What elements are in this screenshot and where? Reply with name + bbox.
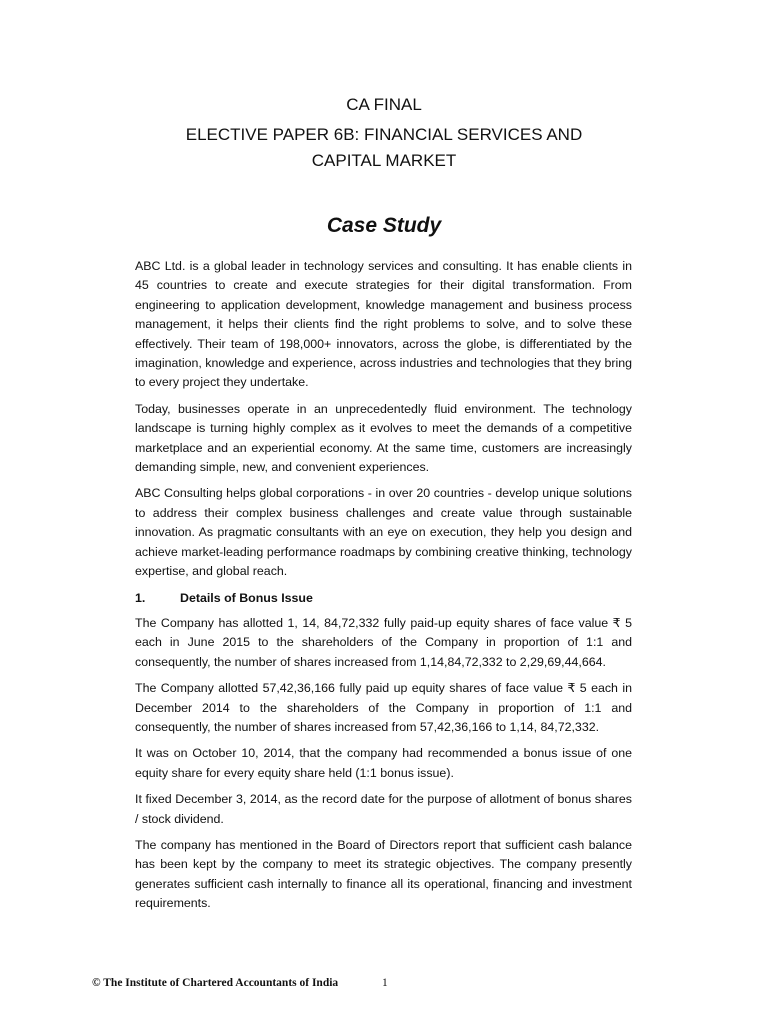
paragraph-bonus-2014: The Company allotted 57,42,36,166 fully paid up equity shares of face value ₹ 5 each in December 2014 to the shareholders of the Company in proportion of 1:1 and consequently, the number of shares increased from 57,42,36,166 to 1,14, 84,72,332. (135, 681, 632, 734)
section-number: 1. (135, 590, 146, 605)
header-line-2: ELECTIVE PAPER 6B: FINANCIAL SERVICES AND (185, 125, 583, 144)
paragraph-intro: ABC Ltd. is a global leader in technology services and consulting. It has enable clients in 45 countries to create and execute strategies for their digital transformation. From engineering to application development, knowledge management and business process management, it helps their clients find the right problems to solve, and to solve these effectively. Their team of 198,000+ innovators, across the globe, is differentiated by the imagination, knowledge and experience, across industries and technologies that they bring to every project they undertake. (135, 259, 632, 390)
paragraph-consulting: ABC Consulting helps global corporations - in over 20 countries - develop unique solutions to address their complex business challenges and create value through sustainable innovation. As pragmatic consultants with an eye on execution, they help you design and achieve market-leading performance roadmaps by combining creative thinking, technology expertise, and global reach. (135, 486, 632, 579)
paragraph-environment: Today, businesses operate in an unprecedentedly fluid environment. The technology landscape is turning highly complex as it evolves to meet the demands of a competitive marketplace and an experiential economy. At the same time, customers are increasingly demanding simple, new, and convenient experiences. (135, 401, 632, 475)
section-title: Details of Bonus Issue (180, 590, 313, 605)
paragraph-bonus-2015: The Company has allotted 1, 14, 84,72,332 fully paid-up equity shares of face value ₹ 5 each in June 2015 to the shareholders of the Company in proportion of 1:1 and consequently, the number of shares increased from 1,14,84,72,332 to 2,29,69,44,664. (135, 615, 632, 669)
page-number: 1 (382, 977, 388, 989)
case-study-title: Case Study (326, 214, 442, 237)
document-body (135, 257, 632, 921)
footer-copyright: © The Institute of Chartered Accountants of India (92, 977, 339, 989)
header-line-1: CA FINAL (346, 95, 422, 114)
paragraph-recommendation: It was on October 10, 2014, that the company had recommended a bonus issue of one equity share for every equity share held (1:1 bonus issue). (135, 746, 632, 780)
paragraph-record-date: It fixed December 3, 2014, as the record date for the purpose of allotment of bonus shares / stock dividend. (135, 792, 632, 826)
section-heading (135, 589, 632, 608)
paragraph-cash-balance: The company has mentioned in the Board of Directors report that sufficient cash balance has been kept by the company to meet its strategic objectives. The company presently generates sufficient cash internally to finance all its operational, financing and investment requirements. (135, 837, 632, 911)
header-line-3: CAPITAL MARKET (311, 151, 457, 170)
